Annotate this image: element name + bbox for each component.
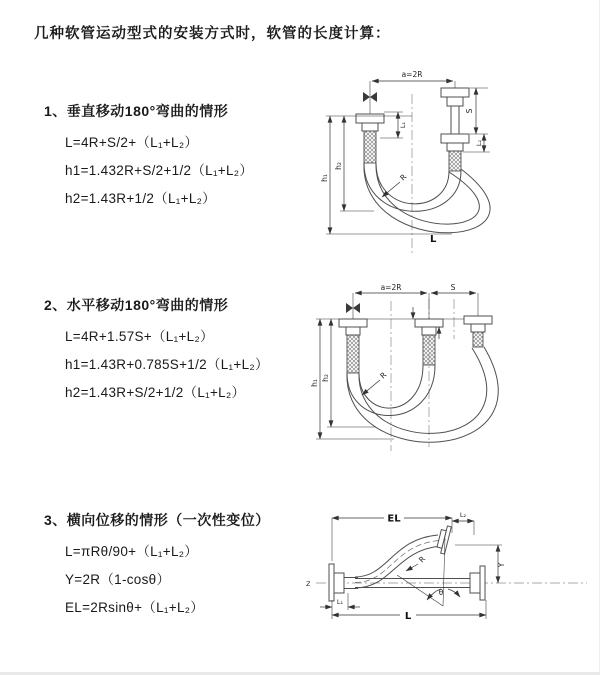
section-1-heading: 1、垂直移动180°弯曲的情形 bbox=[44, 103, 229, 119]
section-3-heading: 3、横向位移的情形（一次性变位） bbox=[44, 512, 270, 528]
dim-l bbox=[332, 600, 486, 622]
dim-label-a2r: a=2R bbox=[401, 70, 423, 79]
middle-pipe-fitting bbox=[415, 319, 443, 365]
left-pipe-fitting bbox=[356, 114, 384, 163]
dim-label-s: S bbox=[465, 108, 474, 114]
braided-hose-section bbox=[473, 332, 483, 347]
dim-h1 bbox=[320, 116, 452, 234]
braided-hose-section bbox=[449, 151, 461, 171]
dim-a2r bbox=[355, 283, 427, 293]
tilted-flange bbox=[436, 525, 452, 554]
dim-s bbox=[429, 283, 478, 319]
dim-l2 bbox=[452, 511, 474, 535]
formula-line: L=4R+S/2+（L₁+L₂） bbox=[65, 135, 199, 150]
dim-label-h2: h₂ bbox=[321, 374, 330, 382]
braided-hose-section bbox=[364, 131, 376, 163]
braided-hose-section bbox=[347, 335, 359, 373]
dim-label-l1: L₁ bbox=[399, 121, 407, 129]
diagram-vertical-180-bend bbox=[312, 66, 582, 258]
dim-a2r bbox=[372, 70, 455, 88]
right-pipe-fitting bbox=[441, 88, 469, 171]
formula-line: h2=1.43R+1/2（L₁+L₂） bbox=[65, 191, 216, 206]
dim-label-y: Y bbox=[497, 562, 506, 568]
section-1-formulas bbox=[65, 129, 253, 213]
section-3-formulas bbox=[65, 538, 270, 622]
right-flange bbox=[480, 566, 485, 600]
formula-line: EL=2Rsinθ+（L₁+L₂） bbox=[65, 600, 205, 615]
page-title: 几种软管运动型式的安装方式时，软管的长度计算： bbox=[34, 26, 391, 42]
formula-line: h1=1.43R+0.785S+1/2（L₁+L₂） bbox=[65, 357, 269, 372]
radius-label: R bbox=[417, 554, 428, 565]
formula-line: h1=1.432R+S/2+1/2（L₁+L₂） bbox=[65, 163, 254, 178]
dim-l1 bbox=[320, 593, 360, 610]
dim-label-h1: h₁ bbox=[310, 379, 319, 387]
radius-label: R bbox=[398, 172, 409, 183]
section-3 bbox=[44, 510, 270, 622]
hose-loop bbox=[364, 163, 490, 233]
valve-icon bbox=[346, 293, 360, 319]
section-2 bbox=[44, 295, 269, 407]
right-pipe-fitting bbox=[464, 316, 492, 347]
dim-label-s: S bbox=[450, 283, 456, 292]
dim-label-h1: h₁ bbox=[320, 174, 329, 182]
formula-line: Y=2R（1-cosθ） bbox=[65, 572, 171, 587]
diagram-lateral-displacement bbox=[300, 503, 592, 655]
left-pipe-fitting bbox=[339, 319, 367, 373]
dim-label-l2: L₂ bbox=[459, 511, 467, 519]
valve-icon bbox=[363, 81, 377, 114]
section-2-heading: 2、水平移动180°弯曲的情形 bbox=[44, 297, 229, 313]
radius-callout bbox=[382, 172, 408, 197]
dim-label-l2: L₂ bbox=[475, 139, 483, 147]
length-label: L bbox=[430, 234, 437, 245]
section-2-formulas bbox=[65, 323, 269, 407]
angle-label: θ bbox=[438, 588, 444, 597]
dim-el bbox=[332, 513, 452, 565]
axis-mark: Z bbox=[306, 580, 311, 588]
section-1 bbox=[44, 101, 253, 213]
radius-callout bbox=[362, 370, 388, 395]
dim-label-h2: h₂ bbox=[334, 162, 343, 170]
formula-line: h2=1.43R+S/2+1/2（L₁+L₂） bbox=[65, 385, 246, 400]
dim-label-l: L bbox=[404, 611, 412, 622]
braided-hose-section bbox=[423, 335, 435, 365]
radius-label: R bbox=[378, 370, 389, 381]
dim-label-a2r: a=2R bbox=[380, 283, 402, 292]
formula-line: L=πRθ/90+（L₁+L₂） bbox=[65, 544, 199, 559]
dim-label-el: EL bbox=[387, 513, 401, 525]
dim-label-l1: L₁ bbox=[336, 598, 344, 606]
left-flange bbox=[329, 564, 358, 601]
diagram-horizontal-180-bend bbox=[306, 281, 592, 459]
formula-line: L=4R+1.57S+（L₁+L₂） bbox=[65, 329, 214, 344]
